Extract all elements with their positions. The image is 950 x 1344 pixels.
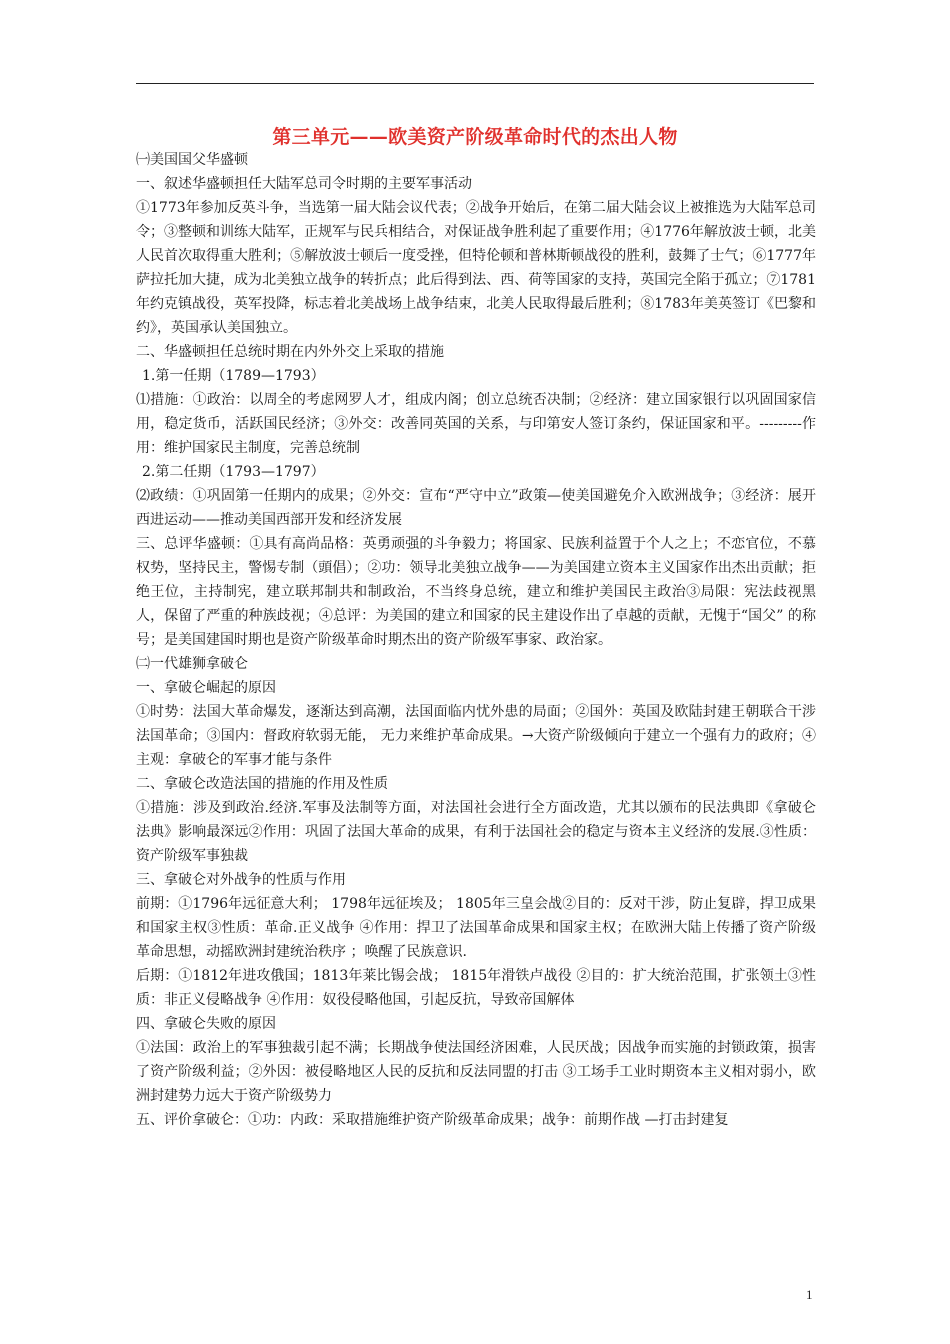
question-heading: 四、拿破仑失败的原因: [136, 1016, 276, 1032]
question-heading: 一、拿破仑崛起的原因: [136, 680, 276, 696]
section-heading-washington: ㈠美国国父华盛顿: [136, 152, 248, 168]
section-heading-napoleon: ㈡一代雄狮拿破仑: [136, 656, 248, 672]
paragraph: ⑴措施：①政治：以周全的考虑网罗人才，组成内阁；创立总统否决制；②经济：建立国家银行以巩固国家信用，稳定货币，活跃国民经济；③外交：改善同英国的关系，与印第安人签订条约，保证国家和平。---------作用：维护国家民主制度，完善总统制: [136, 392, 816, 456]
paragraph: 前期：①1796年远征意大利； 1798年远征埃及； 1805年三皇会战②目的：反对干涉，防止复辟，捍卫成果和国家主权③性质：革命.正义战争 ④作用：捍卫了法国革命成果和国家主权；在欧洲大陆上传播了资产阶级革命思想，动摇欧洲封建统治秩序 ；唤醒了民族意识.: [136, 896, 816, 960]
paragraph: ⑵政绩：①巩固第一任期内的成果；②外交：宣布“严守中立”政策—使美国避免介入欧洲战争；③经济：展开西进运动——推动美国西部开发和经济发展: [136, 488, 816, 528]
header-rule: [136, 83, 814, 84]
paragraph: ①1773年参加反英斗争，当选第一届大陆会议代表；②战争开始后，在第二届大陆会议上被推选为大陆军总司令；③整顿和训练大陆军，正规军与民兵相结合，对保证战争胜利起了重要作用；④1776年解放波士顿，北美人民首次取得重大胜利；⑤解放波士顿后一度受挫，但特伦顿和普林斯顿战役的胜利，鼓舞了士气；⑥1777年萨拉托加大捷，成为北美独立战争的转折点；此后得到法、西、荷等国家的支持，英国完全陷于孤立；⑦1781年约克镇战役，英军投降，标志着北美战场上战争结束，北美人民取得最后胜利；⑧1783年美英签订《巴黎和约》，英国承认美国独立。: [136, 200, 816, 336]
sub-heading: 2.第二任期（1793—1797）: [142, 464, 325, 480]
question-heading: 三、拿破仑对外战争的性质与作用: [136, 872, 346, 888]
question-heading: 一、叙述华盛顿担任大陆军总司令时期的主要军事活动: [136, 176, 472, 192]
paragraph: ①措施：涉及到政治.经济.军事及法制等方面，对法国社会进行全方面改造，尤其以颁布的民法典即《拿破仑法典》影响最深远②作用：巩固了法国大革命的成果，有利于法国社会的稳定与资本主义经济的发展.③性质：资产阶级军事独裁: [136, 800, 816, 864]
paragraph: ①法国：政治上的军事独裁引起不满；长期战争使法国经济困难，人民厌战；因战争而实施的封锁政策，损害了资产阶级利益；②外因：被侵略地区人民的反抗和反法同盟的打击 ③工场手工业时期资本主义相对弱小，欧洲封建势力远大于资产阶级势力: [136, 1040, 816, 1104]
sub-heading: 1.第一任期（1789—1793）: [142, 368, 325, 384]
question-heading: 二、华盛顿担任总统时期在内外外交上采取的措施: [136, 344, 444, 360]
document-body: [136, 148, 816, 1132]
page-number: 1: [806, 1287, 813, 1302]
paragraph: ①时势：法国大革命爆发，逐渐达到高潮，法国面临内忧外患的局面；②国外：英国及欧陆封建王朝联合干涉法国革命；③国内：督政府软弱无能， 无力来维护革命成果。→大资产阶级倾向于建立一个强有力的政府；④主观：拿破仑的军事才能与条件: [136, 704, 816, 768]
paragraph: 五、评价拿破仑：①功：内政：采取措施维护资产阶级革命成果；战争：前期作战 —打击封建复: [136, 1112, 729, 1128]
page-title: 第三单元——欧美资产阶级革命时代的杰出人物: [272, 126, 678, 148]
question-heading: 二、拿破仑改造法国的措施的作用及性质: [136, 776, 388, 792]
paragraph: 三、总评华盛顿：①具有高尚品格：英勇顽强的斗争毅力；将国家、民族利益置于个人之上；不恋官位，不慕权势，坚持民主，警惕专制（頭倡）；②功：领导北美独立战争——为美国建立资本主义国家作出杰出贡献；拒绝王位，主持制宪，建立联邦制共和制政治，不当终身总统，建立和维护美国民主政治③局限：宪法歧视黑人，保留了严重的种族歧视；④总评：为美国的建立和国家的民主建设作出了卓越的贡献，无愧于“国父” 的称号；是美国建国时期也是资产阶级革命时期杰出的资产阶级军事家、政治家。: [136, 536, 816, 648]
paragraph: 后期：①1812年进攻俄国；1813年莱比锡会战； 1815年滑铁卢战役 ②目的：扩大统治范围，扩张领土③性质：非正义侵略战争 ④作用：奴役侵略他国，引起反抗，导致帝国解体: [136, 968, 816, 1008]
